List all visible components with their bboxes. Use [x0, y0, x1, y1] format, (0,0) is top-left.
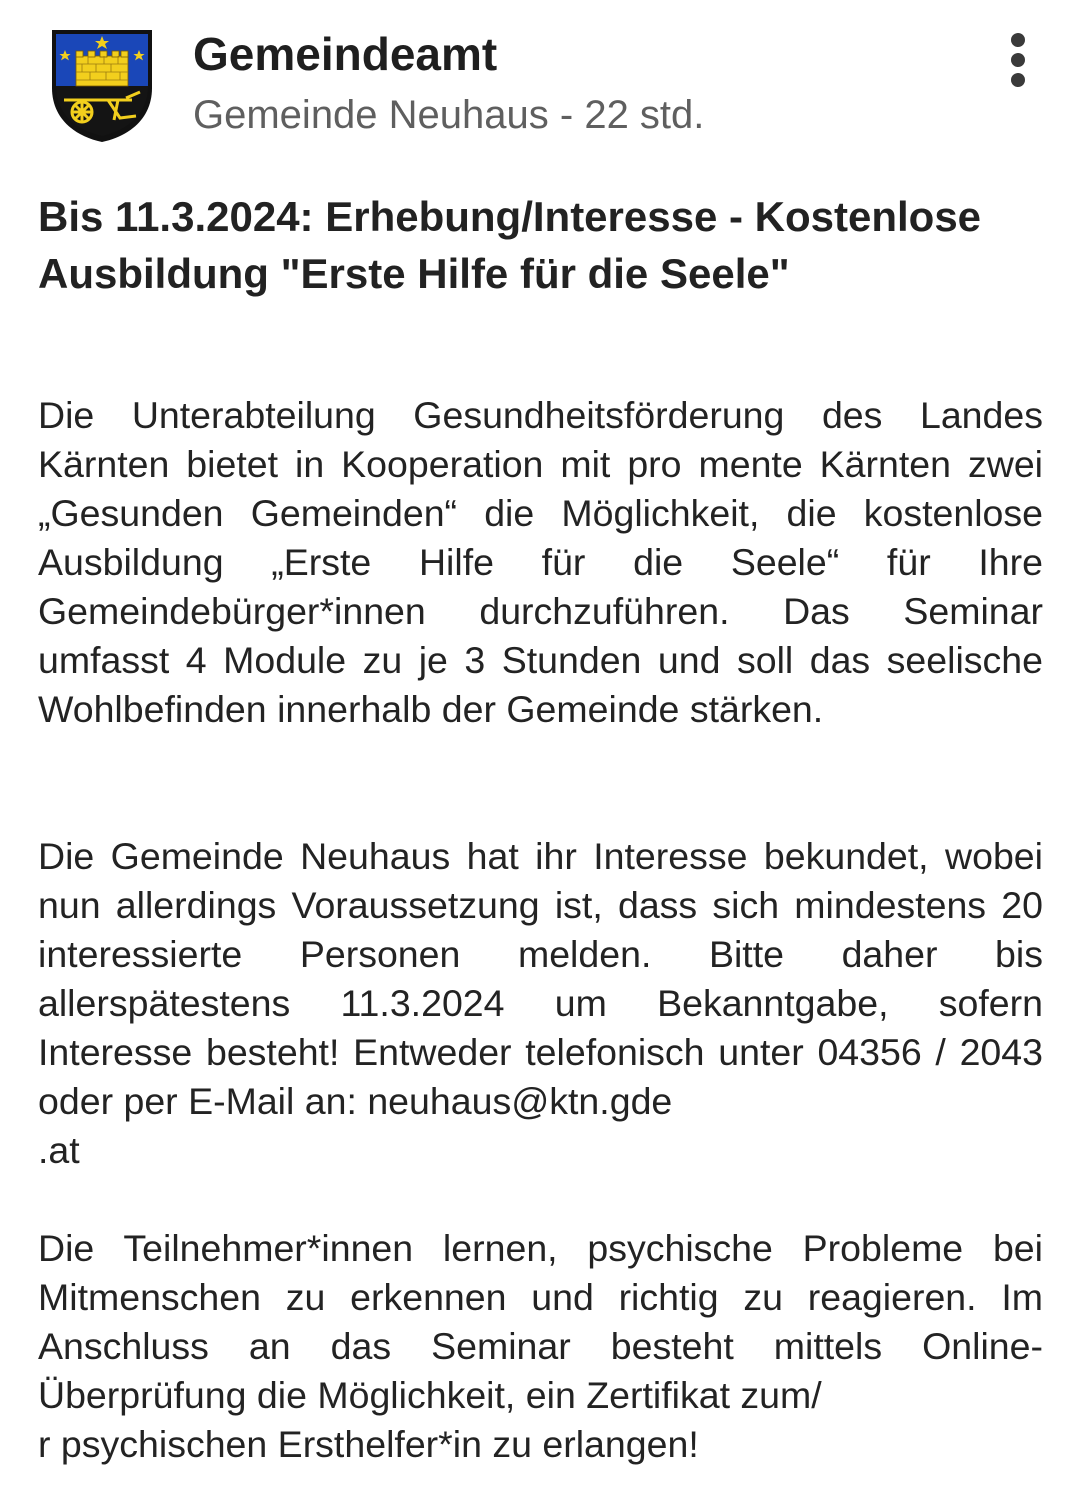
more-vertical-icon[interactable]: [990, 24, 1046, 96]
crest-icon[interactable]: [48, 26, 156, 146]
more-dot: [1011, 53, 1025, 67]
post-paragraph: Die Unterabteilung Gesundheitsförderung des Landes Kärnten bietet in Kooperation mit pro mente Kärnten zwei „Gesunden Gemeinden“ die Möglichkeit, die kostenlose Ausbildung „Erste Hilfe für die Seele“ für Ihre Gemeindebürger*innen durchzuführen. Das Seminar umfasst 4 Module zu je 3 Stunden und soll das seelische Wohlbefinden innerhalb der Gemeinde stärken.: [38, 394, 1043, 730]
post-paragraph: Die Teilnehmer*innen lernen, psychische Probleme bei Mitmenschen zu erkennen und richtig zu reagieren. Im Anschluss an das Seminar besteht mittels Online-Überprüfung die Möglichkeit, ein Zertifikat zum/ r psychischen Ersthelfer*in zu erlangen!: [38, 1227, 1043, 1465]
more-dot: [1011, 33, 1025, 47]
post-meta: Gemeinde Neuhaus - 22 std.: [193, 93, 705, 137]
author-name[interactable]: Gemeindeamt: [193, 28, 498, 80]
post-title: Bis 11.3.2024: Erhebung/Interesse - Kostenlose Ausbildung "Erste Hilfe für die Seele": [38, 193, 982, 297]
post-header: [0, 0, 1080, 170]
more-dot: [1011, 73, 1025, 87]
post-paragraph: Die Gemeinde Neuhaus hat ihr Interesse bekundet, wobei nun allerdings Voraussetzung ist, dass sich mindestens 20 interessierte Personen melden. Bitte daher bis allerspätestens 11.3.2024 um Bekanntgabe, sofern Interesse besteht! Entweder telefonisch unter 04356 / 2043 oder per E-Mail an: neuhaus@ktn.gde .at: [38, 835, 1043, 1171]
